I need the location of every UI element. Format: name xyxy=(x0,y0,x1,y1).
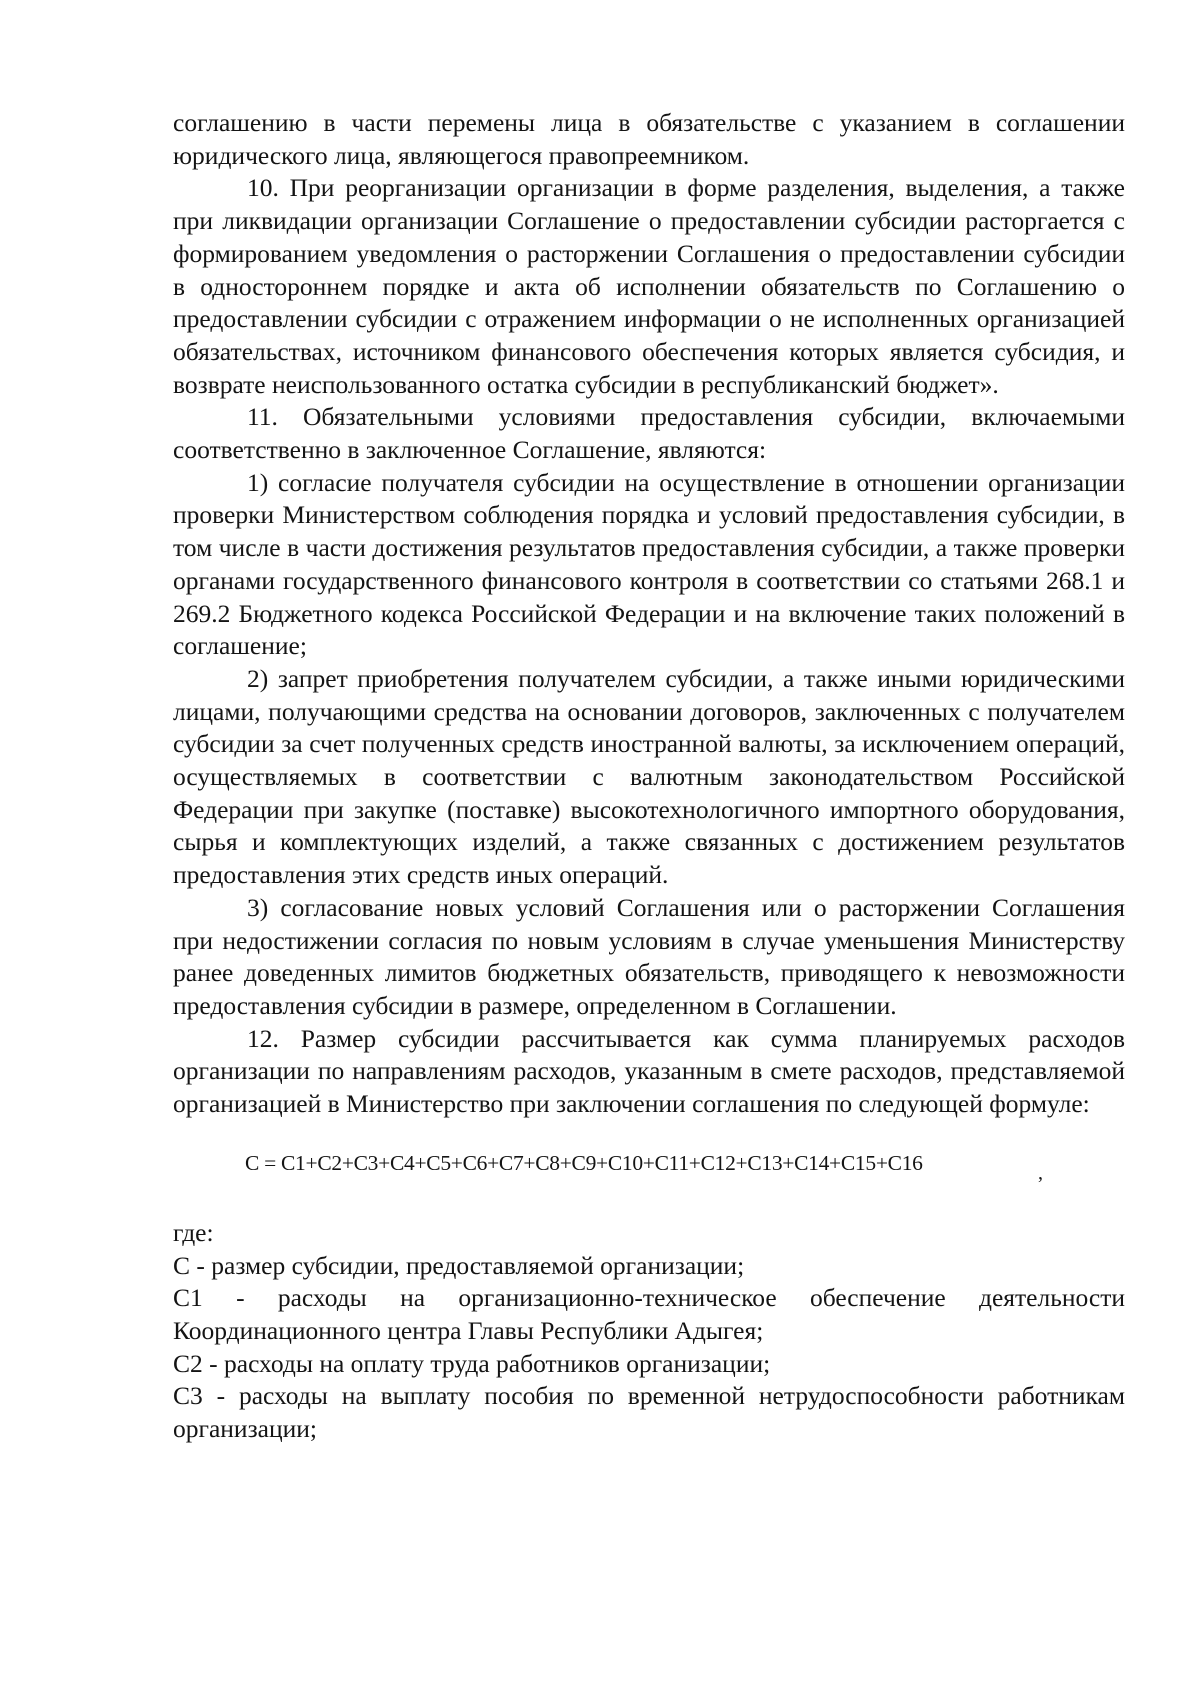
definition-c3: С3 - расходы на выплату пособия по временной нетрудоспособности работникам организации; xyxy=(173,1381,1125,1444)
paragraph-condition-3: 3) согласование новых условий Соглашения или о расторжении Соглашения при недостижении согласия по новым условиям в случае уменьшения Министерству ранее доведенных лимитов бюджетных обязательств, приводящего к невозможности предоставления субсидии в размере, определенном в Соглашении. xyxy=(173,892,1125,1020)
paragraph-condition-2: 2) запрет приобретения получателем субсидии, а также иными юридическими лицами, получающими средства на основании договоров, заключенных с получателем субсидии за счет полученных средств иностранной валюты, за исключением операций, осуществляемых в соответствии с валютным законодательством Российской Федерации при закупке (поставке) высокотехнологичного импортного оборудования, сырья и комплектующих изделий, а также связанных с достижением результатов предоставления этих средств иных операций. xyxy=(173,663,1125,890)
subsidy-formula xyxy=(173,1121,1125,1217)
definition-c1: С1 - расходы на организационно-техническое обеспечение деятельности Координационного центра Главы Республики Адыгея; xyxy=(173,1283,1125,1345)
paragraph-item-11: 11. Обязательными условиями предоставления субсидии, включаемыми соответственно в заключенное Соглашение, являются: xyxy=(173,402,1125,465)
definition-c2: С2 - расходы на оплату труда работников организации; xyxy=(173,1348,771,1378)
formula-comma: , xyxy=(1038,1161,1043,1184)
paragraph-item-12: 12. Размер субсидии рассчитывается как сумма планируемых расходов организации по направлениям расходов, указанным в смете расходов, представляемой организацией в Министерство при заключении соглашения по следующей формуле: xyxy=(173,1023,1125,1119)
formula-expression: С = С1+С2+С3+С4+С5+С6+С7+С8+С9+С10+С11+С12+С13+С14+С15+С16 xyxy=(245,1150,923,1175)
paragraph-continuation: соглашению в части перемены лица в обязательстве с указанием в соглашении юридического лица, являющегося правопреемником. xyxy=(173,108,1125,170)
paragraph-condition-1: 1) согласие получателя субсидии на осуществление в отношении организации проверки Министерством соблюдения порядка и условий предоставления субсидии, в том числе в части достижения результатов предоставления субсидии, а также проверки органами государственного финансового контроля в соответствии со статьями 268.1 и 269.2 Бюджетного кодекса Российской Федерации и на включение таких положений в соглашение; xyxy=(173,467,1125,661)
document-page xyxy=(173,107,1125,1446)
paragraph-item-10: 10. При реорганизации организации в форме разделения, выделения, а также при ликвидации организации Соглашение о предоставлении субсидии расторгается с формированием уведомления о расторжении Соглашения о предоставлении субсидии в одностороннем порядке и акта об исполнении обязательств по Соглашению о предоставлении субсидии с отражением информации о не исполненных организацией обязательствах, источником финансового обеспечения которых является субсидия, и возврате неиспользованного остатка субсидии в республиканский бюджет». xyxy=(173,173,1125,399)
definition-c: С - размер субсидии, предоставляемой организации; xyxy=(173,1250,745,1280)
paragraph-where: где: xyxy=(173,1217,214,1247)
